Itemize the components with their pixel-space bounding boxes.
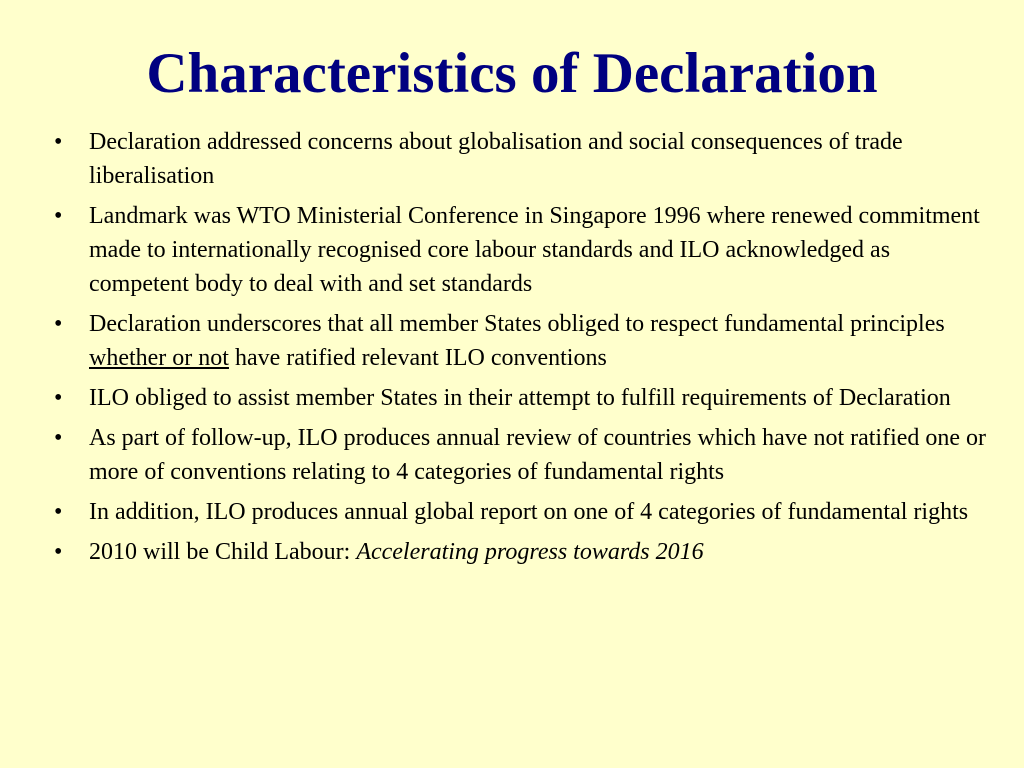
bullet-item [48, 307, 988, 375]
bullet-icon: • [54, 385, 63, 411]
bullet-item [48, 381, 988, 415]
bullet-icon: • [54, 499, 63, 525]
bullet-text: Declaration addressed concerns about globalisation and social consequences of trade liberalisation [89, 129, 903, 189]
bullet-text: In addition, ILO produces annual global report on one of 4 categories of fundamental rights [89, 499, 969, 525]
bullet-item [48, 125, 988, 193]
bullet-item [48, 421, 988, 489]
bullet-text: As part of follow-up, ILO produces annual review of countries which have not ratified one or more of conventions relating to 4 categories of fundamental rights [89, 425, 987, 485]
bullet-item [48, 535, 988, 569]
underlined-phrase: whether or not [89, 345, 229, 371]
bullet-list [48, 125, 988, 575]
italic-phrase: Accelerating progress towards 2016 [356, 539, 704, 565]
bullet-item [48, 495, 988, 529]
bullet-text-end: have ratified relevant ILO conventions [228, 345, 607, 371]
bullet-icon: • [54, 311, 63, 337]
bullet-icon: • [54, 539, 63, 565]
bullet-icon: • [54, 425, 63, 451]
bullet-text-start: 2010 will be Child Labour: [89, 539, 357, 565]
bullet-icon: • [54, 203, 63, 229]
slide-title: Characteristics of Declaration [146, 42, 878, 105]
bullet-text: Landmark was WTO Ministerial Conference in Singapore 1996 where renewed commitment made to internationally recognised core labour standards and ILO acknowledged as competent body to deal with and set standards [89, 203, 980, 297]
bullet-text-start: Declaration underscores that all member States obliged to respect fundamental principles [89, 311, 945, 337]
bullet-item [48, 199, 988, 301]
bullet-icon: • [54, 129, 63, 155]
bullet-text: ILO obliged to assist member States in their attempt to fulfill requirements of Declaration [89, 385, 951, 411]
